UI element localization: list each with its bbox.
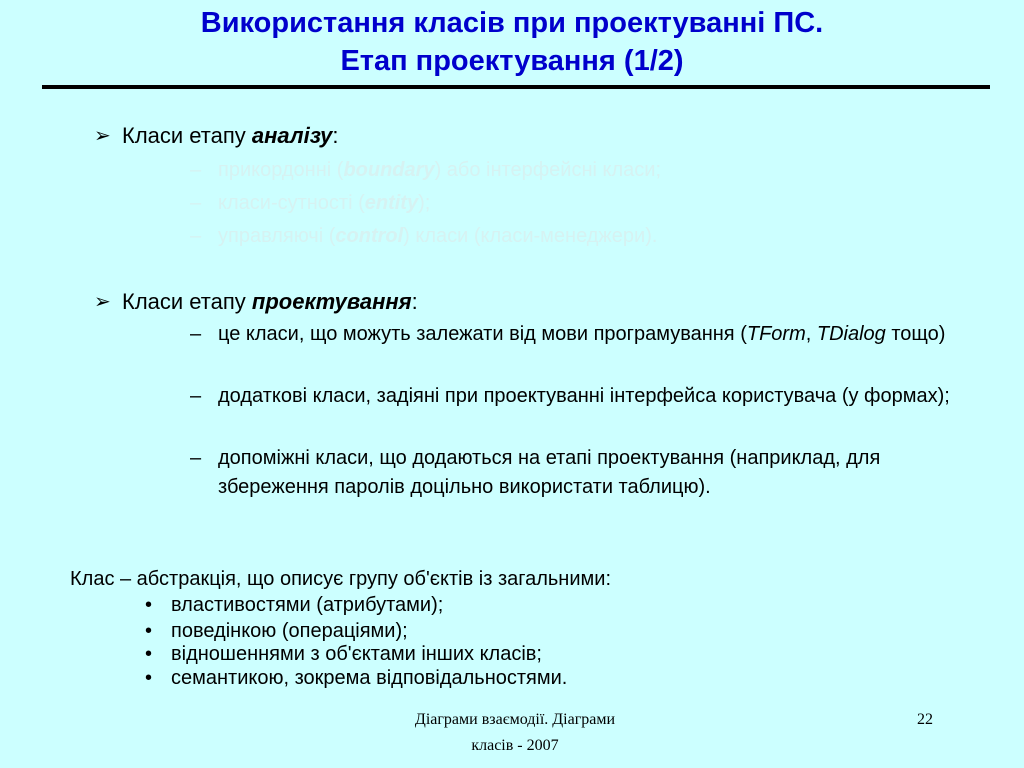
slide-title — [0, 4, 1024, 80]
arrow-bullet-icon: ➢ — [94, 291, 111, 313]
arrow-bullet-icon: ➢ — [94, 125, 111, 147]
analysis-item-boundary — [190, 156, 980, 185]
analysis-item-entity — [190, 189, 980, 218]
item-text: відношеннями з об'єктами інших класів; — [171, 643, 542, 665]
design-prefix: Класи етапу — [122, 289, 252, 314]
item-text: ) або інтерфейсні класи; — [434, 159, 661, 181]
design-item-ui — [190, 382, 980, 411]
bullet-dot: • — [145, 667, 153, 689]
design-item-language — [190, 320, 980, 349]
item-term: TDialog — [816, 323, 886, 345]
item-text: ) класи (класи-менеджери). — [403, 225, 658, 247]
footer-line-2: класів - 2007 — [471, 737, 559, 754]
item-text: тощо) — [885, 323, 946, 345]
item-text: допоміжні класи, що додаються на етапі проектування (наприклад, для збереження паролів доцільно використати таблицю). — [218, 447, 881, 498]
analysis-suffix: : — [332, 123, 339, 148]
bullet-dot: • — [145, 643, 153, 665]
bullet-dot: • — [145, 594, 153, 616]
page-number: 22 — [917, 711, 933, 728]
footer-line-1: Діаграми взаємодії. Діаграми — [414, 711, 616, 728]
item-term: TForm — [746, 323, 806, 345]
item-text: поведінкою (операціями); — [171, 620, 408, 642]
design-emphasis: проектування — [251, 289, 412, 314]
dash-bullet: – — [190, 192, 202, 214]
analysis-emphasis: аналізу — [251, 123, 333, 148]
dash-bullet: – — [190, 323, 202, 345]
design-item-helper — [190, 444, 980, 502]
item-text: класи-сутності ( — [218, 192, 365, 214]
item-text: , — [805, 323, 817, 345]
item-term: boundary — [343, 159, 435, 181]
design-suffix: : — [411, 289, 418, 314]
item-text: додаткові класи, задіяні при проектуванні інтерфейса користувача (у формах); — [218, 385, 950, 407]
class-definition: Клас – абстракція, що описує групу об'єктів із загальними: — [70, 568, 611, 590]
dash-bullet: – — [190, 447, 202, 469]
analysis-prefix: Класи етапу — [122, 123, 252, 148]
item-text: це класи, що можуть залежати від мови програмування ( — [218, 323, 747, 345]
dash-bullet: – — [190, 225, 202, 247]
title-line-1: Використання класів при проектуванні ПС. — [200, 7, 824, 39]
dash-bullet: – — [190, 159, 202, 181]
item-term: entity — [364, 192, 419, 214]
item-text: ); — [418, 192, 431, 214]
item-text: семантикою, зокрема відповідальностями. — [171, 667, 568, 689]
item-term: control — [335, 225, 404, 247]
item-text: управляючі ( — [218, 225, 336, 247]
slide-footer — [370, 707, 660, 759]
bullet-dot: • — [145, 620, 153, 642]
item-text: властивостями (атрибутами); — [171, 594, 444, 616]
analysis-item-control — [190, 222, 980, 251]
title-underline — [42, 85, 990, 89]
title-line-2: Етап проектування (1/2) — [340, 45, 684, 77]
dash-bullet: – — [190, 385, 202, 407]
item-text: прикордонні ( — [218, 159, 344, 181]
